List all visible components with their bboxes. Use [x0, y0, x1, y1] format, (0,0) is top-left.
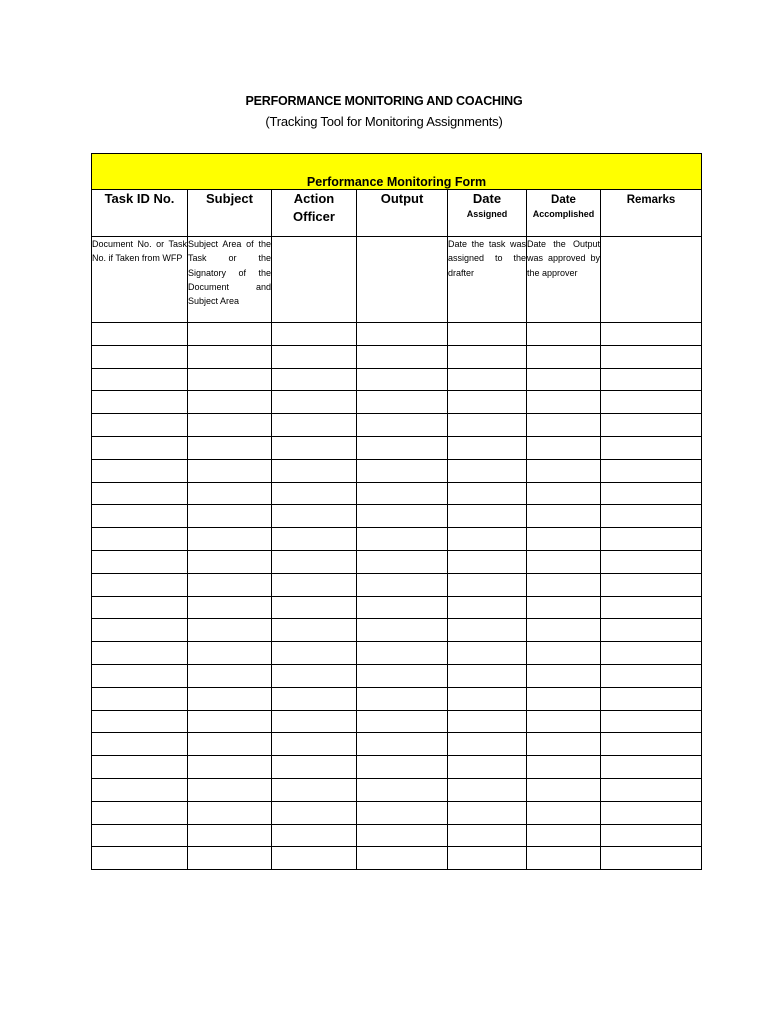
cell-date-assigned	[448, 847, 527, 870]
cell-task-id	[92, 323, 188, 346]
cell-date-accomplished	[527, 619, 601, 642]
cell-subject	[188, 778, 272, 801]
cell-date-assigned	[448, 596, 527, 619]
cell-action-officer	[272, 414, 357, 437]
cell-action-officer	[272, 778, 357, 801]
cell-remarks	[601, 710, 702, 733]
header-task-id-label: Task ID No.	[104, 191, 175, 206]
form-banner: Performance Monitoring Form	[92, 154, 702, 190]
cell-action-officer	[272, 710, 357, 733]
table-row	[92, 505, 702, 528]
cell-output	[357, 733, 448, 756]
cell-subject	[188, 550, 272, 573]
cell-date-assigned	[448, 414, 527, 437]
table-row	[92, 482, 702, 505]
cell-date-assigned	[448, 550, 527, 573]
cell-action-officer	[272, 505, 357, 528]
table-row	[92, 528, 702, 551]
cell-date-accomplished	[527, 573, 601, 596]
cell-task-id	[92, 482, 188, 505]
cell-output	[357, 459, 448, 482]
header-subject-label: Subject	[206, 191, 253, 206]
table-row	[92, 664, 702, 687]
cell-remarks	[601, 756, 702, 779]
cell-date-accomplished	[527, 345, 601, 368]
cell-subject	[188, 801, 272, 824]
cell-remarks	[601, 505, 702, 528]
cell-subject	[188, 391, 272, 414]
cell-task-id	[92, 573, 188, 596]
cell-date-accomplished	[527, 756, 601, 779]
cell-remarks	[601, 391, 702, 414]
cell-task-id	[92, 414, 188, 437]
cell-action-officer	[272, 847, 357, 870]
cell-remarks	[601, 824, 702, 847]
cell-date-assigned	[448, 323, 527, 346]
cell-subject	[188, 847, 272, 870]
cell-remarks	[601, 323, 702, 346]
cell-output	[357, 345, 448, 368]
document-subtitle: (Tracking Tool for Monitoring Assignments)	[265, 114, 503, 129]
header-date-assigned	[448, 190, 527, 237]
cell-subject	[188, 528, 272, 551]
cell-date-accomplished	[527, 482, 601, 505]
cell-output	[357, 528, 448, 551]
table-row	[92, 550, 702, 573]
cell-output	[357, 619, 448, 642]
table-row	[92, 368, 702, 391]
cell-task-id	[92, 345, 188, 368]
cell-task-id	[92, 664, 188, 687]
cell-action-officer	[272, 436, 357, 459]
cell-date-assigned	[448, 801, 527, 824]
cell-date-accomplished	[527, 323, 601, 346]
cell-output	[357, 801, 448, 824]
cell-remarks	[601, 482, 702, 505]
table-row	[92, 573, 702, 596]
cell-date-assigned	[448, 664, 527, 687]
cell-output	[357, 756, 448, 779]
cell-date-accomplished	[527, 505, 601, 528]
cell-date-assigned	[448, 733, 527, 756]
header-remarks-label: Remarks	[626, 194, 676, 206]
cell-remarks	[601, 778, 702, 801]
header-subject	[188, 190, 272, 237]
cell-task-id	[92, 459, 188, 482]
cell-remarks	[601, 436, 702, 459]
table-row	[92, 756, 702, 779]
cell-action-officer	[272, 345, 357, 368]
cell-subject	[188, 824, 272, 847]
cell-date-accomplished	[527, 391, 601, 414]
cell-date-assigned	[448, 391, 527, 414]
cell-output	[357, 573, 448, 596]
table-row	[92, 619, 702, 642]
cell-output	[357, 596, 448, 619]
cell-subject	[188, 596, 272, 619]
cell-action-officer	[272, 801, 357, 824]
cell-output	[357, 687, 448, 710]
cell-date-accomplished	[527, 414, 601, 437]
table-row	[92, 459, 702, 482]
cell-date-assigned	[448, 528, 527, 551]
header-task-id	[92, 190, 188, 237]
cell-output	[357, 436, 448, 459]
cell-task-id	[92, 368, 188, 391]
cell-remarks	[601, 368, 702, 391]
cell-remarks	[601, 528, 702, 551]
document-title: PERFORMANCE MONITORING AND COACHING	[245, 94, 523, 108]
cell-task-id	[92, 847, 188, 870]
cell-date-assigned	[448, 642, 527, 665]
header-output	[357, 190, 448, 237]
cell-date-assigned	[448, 687, 527, 710]
desc-date-assigned: Date the task was assigned to the drafter	[448, 237, 527, 323]
cell-date-accomplished	[527, 642, 601, 665]
header-remarks	[601, 190, 702, 237]
table-row	[92, 801, 702, 824]
cell-action-officer	[272, 391, 357, 414]
cell-output	[357, 824, 448, 847]
cell-output	[357, 368, 448, 391]
desc-remarks	[601, 237, 702, 323]
cell-subject	[188, 642, 272, 665]
description-row	[92, 237, 702, 323]
cell-subject	[188, 436, 272, 459]
cell-date-accomplished	[527, 528, 601, 551]
cell-action-officer	[272, 573, 357, 596]
table-row	[92, 414, 702, 437]
cell-output	[357, 642, 448, 665]
header-action-officer-line2: Officer	[293, 209, 335, 224]
header-date-accomplished	[527, 190, 601, 237]
desc-task-id: Document No. or Task No. if Taken from WFP	[92, 237, 188, 323]
cell-remarks	[601, 642, 702, 665]
cell-date-assigned	[448, 482, 527, 505]
cell-action-officer	[272, 642, 357, 665]
cell-subject	[188, 733, 272, 756]
cell-action-officer	[272, 687, 357, 710]
cell-remarks	[601, 459, 702, 482]
cell-output	[357, 778, 448, 801]
cell-output	[357, 550, 448, 573]
cell-date-assigned	[448, 368, 527, 391]
cell-subject	[188, 687, 272, 710]
cell-task-id	[92, 824, 188, 847]
cell-task-id	[92, 619, 188, 642]
cell-action-officer	[272, 368, 357, 391]
cell-date-accomplished	[527, 436, 601, 459]
cell-date-accomplished	[527, 687, 601, 710]
cell-remarks	[601, 801, 702, 824]
cell-remarks	[601, 619, 702, 642]
cell-subject	[188, 573, 272, 596]
cell-action-officer	[272, 550, 357, 573]
cell-task-id	[92, 391, 188, 414]
table-row	[92, 391, 702, 414]
cell-date-assigned	[448, 436, 527, 459]
table-row	[92, 847, 702, 870]
cell-date-accomplished	[527, 664, 601, 687]
header-action-officer	[272, 190, 357, 237]
form-banner-row	[92, 154, 702, 190]
cell-task-id	[92, 687, 188, 710]
cell-remarks	[601, 345, 702, 368]
cell-action-officer	[272, 482, 357, 505]
performance-monitoring-table	[91, 153, 702, 870]
table-row	[92, 710, 702, 733]
cell-remarks	[601, 550, 702, 573]
cell-remarks	[601, 414, 702, 437]
cell-date-accomplished	[527, 824, 601, 847]
cell-subject	[188, 459, 272, 482]
cell-date-accomplished	[527, 801, 601, 824]
cell-remarks	[601, 664, 702, 687]
cell-remarks	[601, 687, 702, 710]
table-row	[92, 323, 702, 346]
cell-output	[357, 664, 448, 687]
cell-subject	[188, 664, 272, 687]
cell-subject	[188, 756, 272, 779]
cell-date-accomplished	[527, 550, 601, 573]
cell-action-officer	[272, 756, 357, 779]
cell-subject	[188, 323, 272, 346]
cell-date-accomplished	[527, 847, 601, 870]
cell-task-id	[92, 596, 188, 619]
cell-date-assigned	[448, 345, 527, 368]
cell-output	[357, 710, 448, 733]
cell-task-id	[92, 778, 188, 801]
cell-subject	[188, 710, 272, 733]
cell-date-accomplished	[527, 710, 601, 733]
cell-task-id	[92, 756, 188, 779]
cell-action-officer	[272, 459, 357, 482]
header-date-assigned-sub: Assigned	[466, 209, 508, 219]
cell-output	[357, 505, 448, 528]
desc-subject: Subject Area of the Task or the Signatory of the Document and Subject Area	[188, 237, 272, 323]
table-row	[92, 778, 702, 801]
cell-date-accomplished	[527, 459, 601, 482]
cell-date-assigned	[448, 619, 527, 642]
cell-remarks	[601, 847, 702, 870]
cell-date-accomplished	[527, 733, 601, 756]
table-row	[92, 687, 702, 710]
cell-output	[357, 414, 448, 437]
cell-date-accomplished	[527, 368, 601, 391]
desc-output	[357, 237, 448, 323]
cell-action-officer	[272, 596, 357, 619]
cell-date-assigned	[448, 824, 527, 847]
cell-task-id	[92, 436, 188, 459]
table-row	[92, 596, 702, 619]
cell-action-officer	[272, 619, 357, 642]
cell-subject	[188, 414, 272, 437]
header-date-accomplished-main: Date	[551, 194, 576, 206]
header-action-officer-line1: Action	[293, 191, 335, 206]
cell-action-officer	[272, 323, 357, 346]
header-output-label: Output	[380, 191, 424, 206]
cell-date-accomplished	[527, 596, 601, 619]
cell-date-assigned	[448, 505, 527, 528]
table-row	[92, 642, 702, 665]
cell-action-officer	[272, 733, 357, 756]
cell-remarks	[601, 573, 702, 596]
cell-subject	[188, 345, 272, 368]
cell-subject	[188, 368, 272, 391]
cell-remarks	[601, 733, 702, 756]
cell-remarks	[601, 596, 702, 619]
cell-subject	[188, 619, 272, 642]
table-row	[92, 824, 702, 847]
desc-action-officer	[272, 237, 357, 323]
cell-task-id	[92, 733, 188, 756]
cell-task-id	[92, 505, 188, 528]
cell-date-assigned	[448, 459, 527, 482]
header-date-accomplished-sub: Accomplished	[532, 209, 595, 219]
cell-date-assigned	[448, 778, 527, 801]
cell-task-id	[92, 642, 188, 665]
cell-output	[357, 847, 448, 870]
cell-action-officer	[272, 528, 357, 551]
cell-date-accomplished	[527, 778, 601, 801]
cell-task-id	[92, 550, 188, 573]
table-row	[92, 733, 702, 756]
table-row	[92, 436, 702, 459]
cell-task-id	[92, 528, 188, 551]
cell-action-officer	[272, 824, 357, 847]
cell-subject	[188, 505, 272, 528]
cell-action-officer	[272, 664, 357, 687]
desc-date-accomplished: Date the Output was approved by the approver	[527, 237, 601, 323]
cell-task-id	[92, 710, 188, 733]
cell-date-assigned	[448, 756, 527, 779]
cell-output	[357, 323, 448, 346]
cell-output	[357, 391, 448, 414]
cell-task-id	[92, 801, 188, 824]
header-date-assigned-main: Date	[472, 191, 502, 206]
cell-date-assigned	[448, 710, 527, 733]
cell-output	[357, 482, 448, 505]
header-row	[92, 190, 702, 237]
cell-date-assigned	[448, 573, 527, 596]
cell-subject	[188, 482, 272, 505]
table-row	[92, 345, 702, 368]
